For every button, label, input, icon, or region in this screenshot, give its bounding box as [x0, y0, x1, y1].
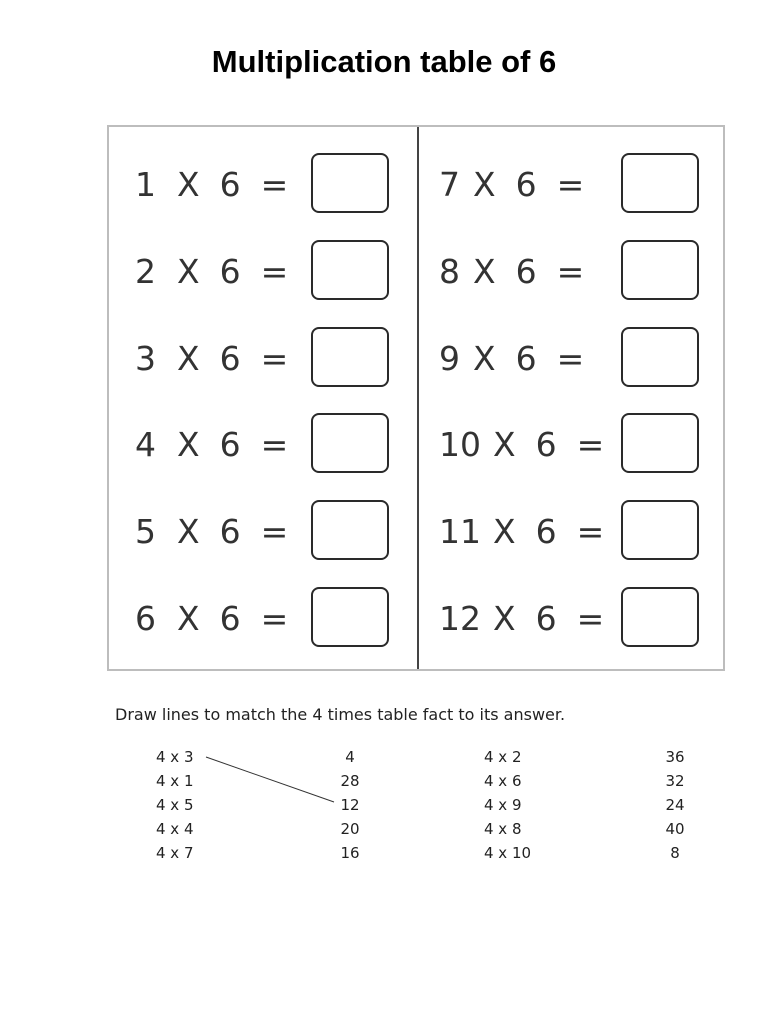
- list-item[interactable]: 16: [340, 844, 360, 862]
- equation: 3 X 6 =: [135, 339, 289, 378]
- equation: 9 X 6 =: [439, 339, 585, 378]
- matching-instruction: Draw lines to match the 4 times table fact to its answer.: [115, 705, 566, 724]
- list-item[interactable]: 20: [340, 820, 360, 838]
- equation: 5 X 6 =: [135, 512, 289, 551]
- equation: 2 X 6 =: [135, 252, 289, 291]
- list-item[interactable]: 40: [665, 820, 685, 838]
- page-title: Multiplication table of 6: [211, 44, 557, 79]
- list-item[interactable]: 24: [665, 796, 685, 814]
- list-item[interactable]: 8: [670, 844, 680, 862]
- equation: 6 X 6 =: [135, 599, 289, 638]
- list-item[interactable]: 4 x 4: [156, 820, 194, 838]
- equation: 8 X 6 =: [439, 252, 585, 291]
- list-item[interactable]: 32: [665, 772, 685, 790]
- list-item[interactable]: 4: [345, 748, 355, 766]
- list-item[interactable]: 4 x 7: [156, 844, 194, 862]
- list-item[interactable]: 4 x 8: [484, 820, 522, 838]
- equation: 10 X 6 =: [439, 425, 605, 464]
- list-item[interactable]: 4 x 6: [484, 772, 522, 790]
- equation: 4 X 6 =: [135, 425, 289, 464]
- list-item[interactable]: 28: [340, 772, 360, 790]
- list-item[interactable]: 4 x 5: [156, 796, 194, 814]
- equation: 1 X 6 =: [135, 165, 289, 204]
- equation: 12 X 6 =: [439, 599, 605, 638]
- list-item[interactable]: 36: [665, 748, 685, 766]
- list-item[interactable]: 4 x 2: [484, 748, 522, 766]
- list-item[interactable]: 4 x 1: [156, 772, 194, 790]
- example-match-line-segment: [206, 757, 334, 802]
- list-item[interactable]: 4 x 3: [156, 748, 194, 766]
- list-item[interactable]: 4 x 10: [484, 844, 532, 862]
- list-item[interactable]: 12: [340, 796, 360, 814]
- list-item[interactable]: 4 x 9: [484, 796, 522, 814]
- equation: 11 X 6 =: [439, 512, 605, 551]
- equation: 7 X 6 =: [439, 165, 585, 204]
